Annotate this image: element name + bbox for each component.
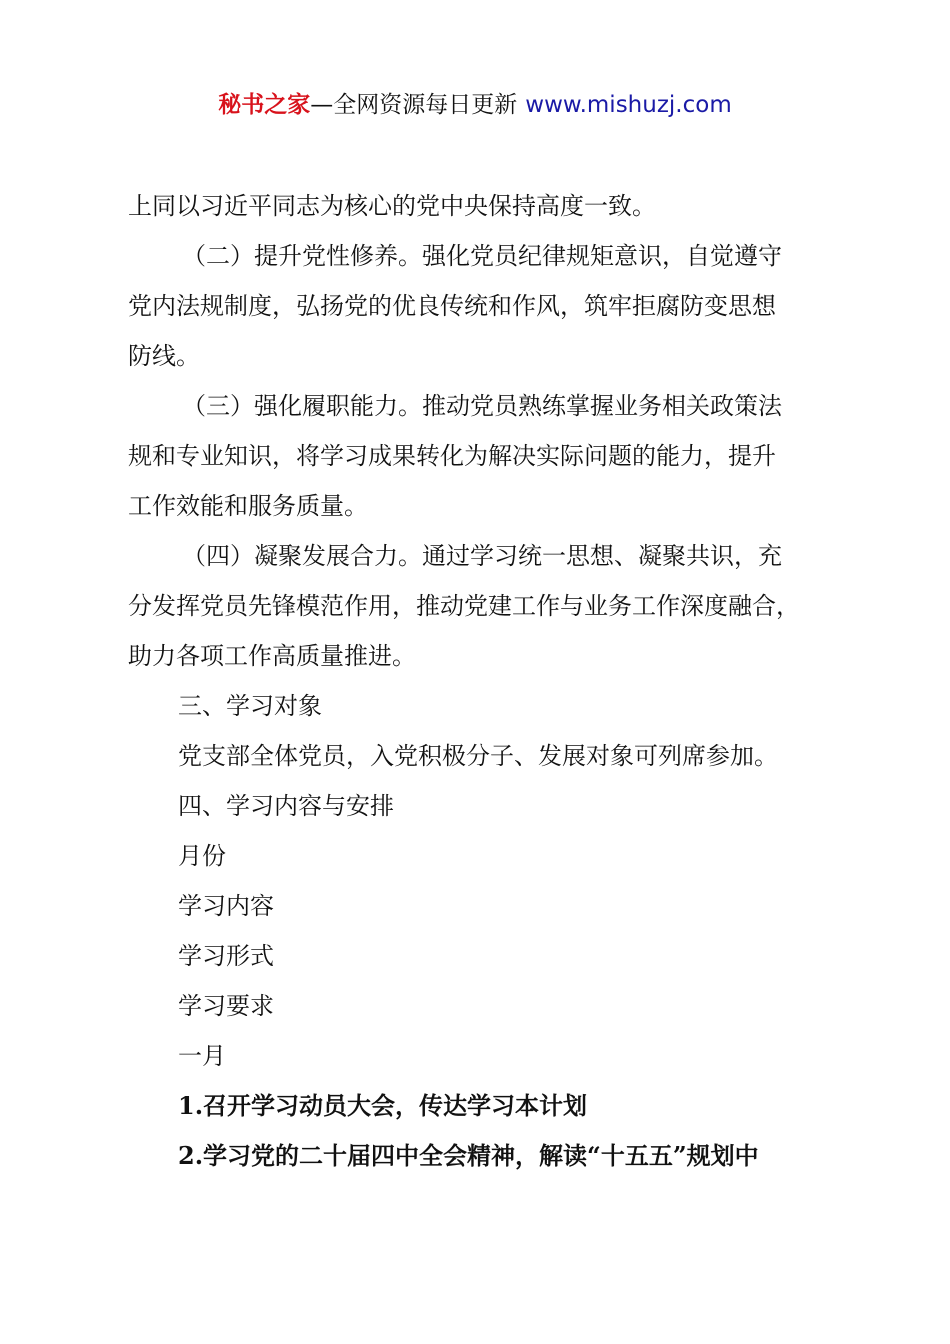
paragraph-line: 上同以习近平同志为核心的党中央保持高度一致。: [128, 192, 656, 220]
site-tagline: —全网资源每日更新: [310, 92, 518, 118]
table-header-requirement: 学习要求: [178, 992, 274, 1020]
site-banner: [0, 88, 950, 122]
paragraph-line: 工作效能和服务质量。: [128, 492, 368, 520]
section-heading-4: （四）凝聚发展合力。通过学习统一思想、凝聚共识，充: [182, 542, 782, 570]
table-cell-item-1: 1.召开学习动员大会，传达学习本计划: [178, 1091, 588, 1120]
site-brand-name: 秘书之家: [218, 92, 311, 118]
section-heading-2: （二）提升党性修养。强化党员纪律规矩意识，自觉遵守: [182, 242, 782, 270]
paragraph-line: 规和专业知识，将学习成果转化为解决实际问题的能力，提升: [128, 442, 776, 470]
site-url-link[interactable]: www.mishuzj.com: [525, 92, 732, 118]
document-body: [128, 181, 853, 1181]
section-heading-3: （三）强化履职能力。推动党员熟练掌握业务相关政策法: [182, 392, 782, 420]
table-header-format: 学习形式: [178, 942, 274, 970]
paragraph-line: 党支部全体党员，入党积极分子、发展对象可列席参加。: [178, 742, 778, 770]
table-header-content: 学习内容: [178, 892, 274, 920]
heading-study-audience: 三、学习对象: [178, 692, 322, 720]
paragraph-line: 防线。: [128, 342, 200, 370]
paragraph-line: 分发挥党员先锋模范作用，推动党建工作与业务工作深度融合，: [128, 592, 800, 620]
paragraph-line: 党内法规制度，弘扬党的优良传统和作风，筑牢拒腐防变思想: [128, 292, 776, 320]
table-header-month: 月份: [178, 842, 226, 870]
table-cell-month: 一月: [178, 1042, 226, 1070]
heading-study-content: 四、学习内容与安排: [178, 792, 394, 820]
paragraph-line: 助力各项工作高质量推进。: [128, 642, 416, 670]
table-cell-item-2: 2.学习党的二十届四中全会精神，解读“十五五”规划中: [178, 1141, 759, 1170]
